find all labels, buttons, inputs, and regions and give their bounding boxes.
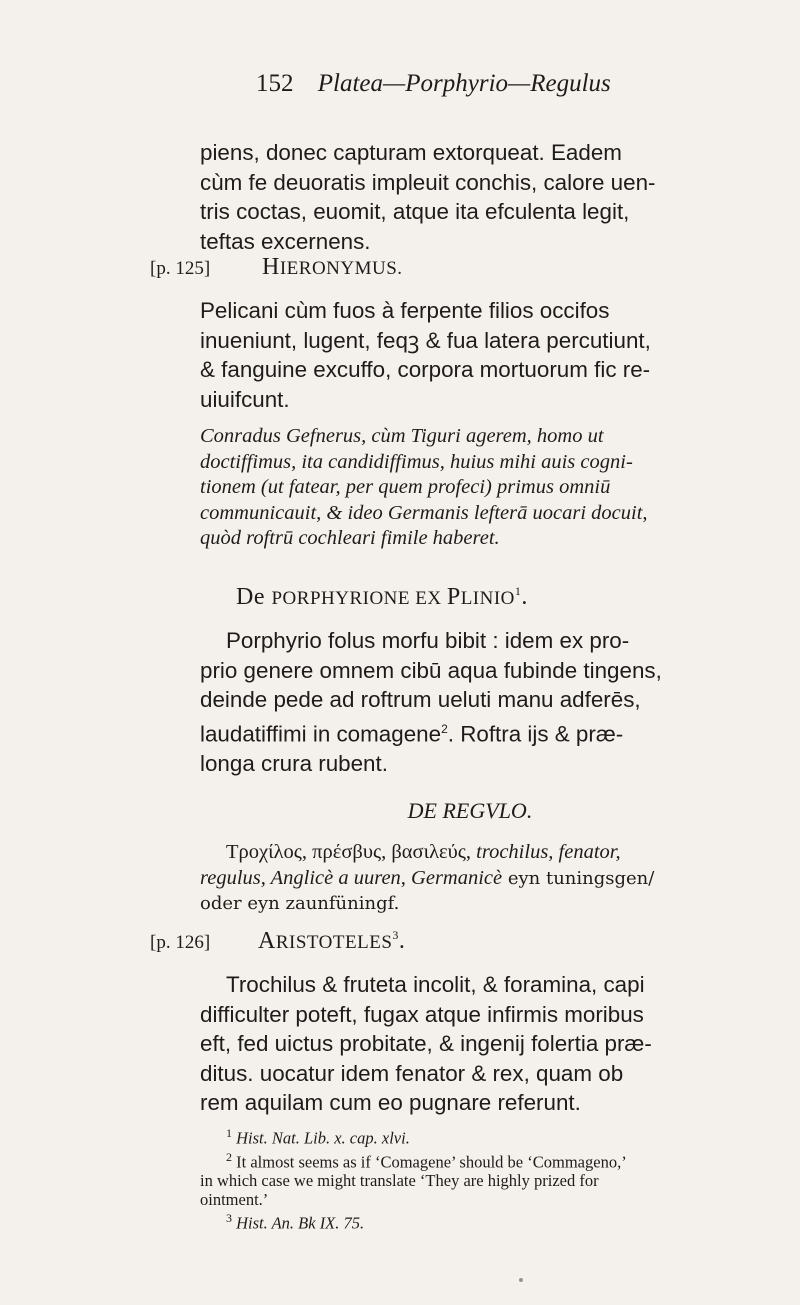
heading-rest: IERONYMUS. [279,258,403,279]
text-line: ditus. uocatur idem fenator & rex, quam ob [200,1060,624,1086]
text-line: inueniunt, lugent, feqꝫ & fua latera percutiunt, [200,327,651,353]
page-reference-126: [p. 126] [150,932,211,953]
footnote-marker: 2 [441,721,448,736]
text-line: eft, fed uictus probitate, & ingenij folertia præ- [200,1031,652,1057]
text-line [200,715,740,749]
footnote-continuation: ointment.’ [200,1190,269,1209]
text-line: quòd roftrū cochleari fimile haberet. [200,527,500,549]
paragraph-6 [200,970,740,1118]
text-line: Pelicani cùm fuos à ferpente filios occifos [200,298,610,323]
text-line: rem aquilam cum eo pugnare referunt. [200,1090,581,1116]
text-line: piens, donec capturam extorqueat. Eadem [200,140,622,165]
footnote-text: Hist. An. Bk IX. 75. [236,1213,365,1233]
footnote-marker: 3 [392,928,399,942]
heading-part: PORPHYRIONE EX [271,588,447,609]
heading-part: . [398,928,406,954]
text-line: tionem (ut fatear, per quem profeci) primus omniū [200,476,611,498]
page-number: 152 [256,70,294,97]
heading-part: LINIO [460,588,515,609]
footnote [200,1124,740,1148]
footnote-text: It almost seems as if ‘Comagene’ should be ‘Commageno,’ [236,1152,627,1171]
blackletter-text: oder eyn zaunfüningf. [200,893,400,914]
text-fragment: laudatiffimi in comagene [200,721,442,747]
text-line: difficulter poteft, fugax atque infirmis moribus [200,1001,644,1027]
text-line: cùm fe deuoratis impleuit conchis, calore uen- [200,169,656,195]
page-speck [519,1278,523,1282]
text-line: & fanguine excuffo, corpora mortuorum fic re- [200,357,651,383]
paragraph-4 [200,626,740,778]
section-heading-porphyrione [236,584,776,611]
text-line [200,866,740,892]
footnote-number: 3 [226,1211,232,1225]
text-line: teftas excernens. [200,228,371,254]
heading-part: De [236,584,272,610]
text-line: communicauit, & ideo Germanis lefterā uocari docuit, [200,501,648,524]
section-heading-regulo: DE REGVLO. [407,798,533,823]
text-line [200,840,740,866]
text-line: tris coctas, euomit, atque ita efculenta legit, [200,199,630,225]
heading-initial: A [258,928,276,954]
heading-initial: H [262,254,280,280]
paragraph-3 [200,424,740,552]
greek-names: Τροχίλος, πρέσβυς, βασιλεύς, [226,841,472,863]
paragraph-5 [200,840,740,917]
footnote-text: Hist. Nat. Lib. x. cap. xlvi. [236,1128,410,1148]
text-line: deinde pede ad roftrum ueluti manu adferēs, [200,687,641,713]
heading-part: P [446,584,461,610]
text-fragment: . Roftra ijs & præ- [447,721,624,747]
text-line: doctiffimus, ita candidiffimus, huius mihi auis cogni- [200,450,633,473]
heading-part: . [521,584,528,610]
footnote-number: 1 [226,1126,232,1140]
text-line: Porphyrio folus morfu bibit : idem ex pro- [226,628,630,653]
footnote-marker: 1 [514,584,522,598]
blackletter-text: eyn tuningsgen/ [502,867,655,889]
footnote [200,1148,740,1172]
footnotes [200,1124,740,1233]
text-fragment: trochilus, fenator, [471,841,621,863]
text-line: uiuifcunt. [200,386,290,412]
text-line: Trochilus & fruteta incolit, & foramina, capi [226,972,645,997]
footnote-continuation: in which case we might translate ‘They are highly prized for [200,1171,599,1190]
text-line: prio genere omnem cibū aqua fubinde tingens, [200,657,662,683]
section-heading-hieronymus [262,254,800,281]
footnote [200,1209,740,1233]
text-fragment: regulus, Anglicè a uuren, Germanicè [200,866,503,889]
running-header [256,70,611,98]
paragraph-1 [200,138,740,256]
page-reference-125: [p. 125] [150,258,211,279]
text-line: Conradus Gefnerus, cùm Tiguri agerem, homo ut [200,425,604,447]
footnote-number: 2 [226,1149,232,1164]
paragraph-2 [200,296,740,414]
section-heading-aristoteles [258,928,798,955]
running-title: Platea—Porphyrio—Regulus [317,70,611,97]
heading-rest: RISTOTELES [275,932,393,953]
text-line: longa crura rubent. [200,750,388,776]
